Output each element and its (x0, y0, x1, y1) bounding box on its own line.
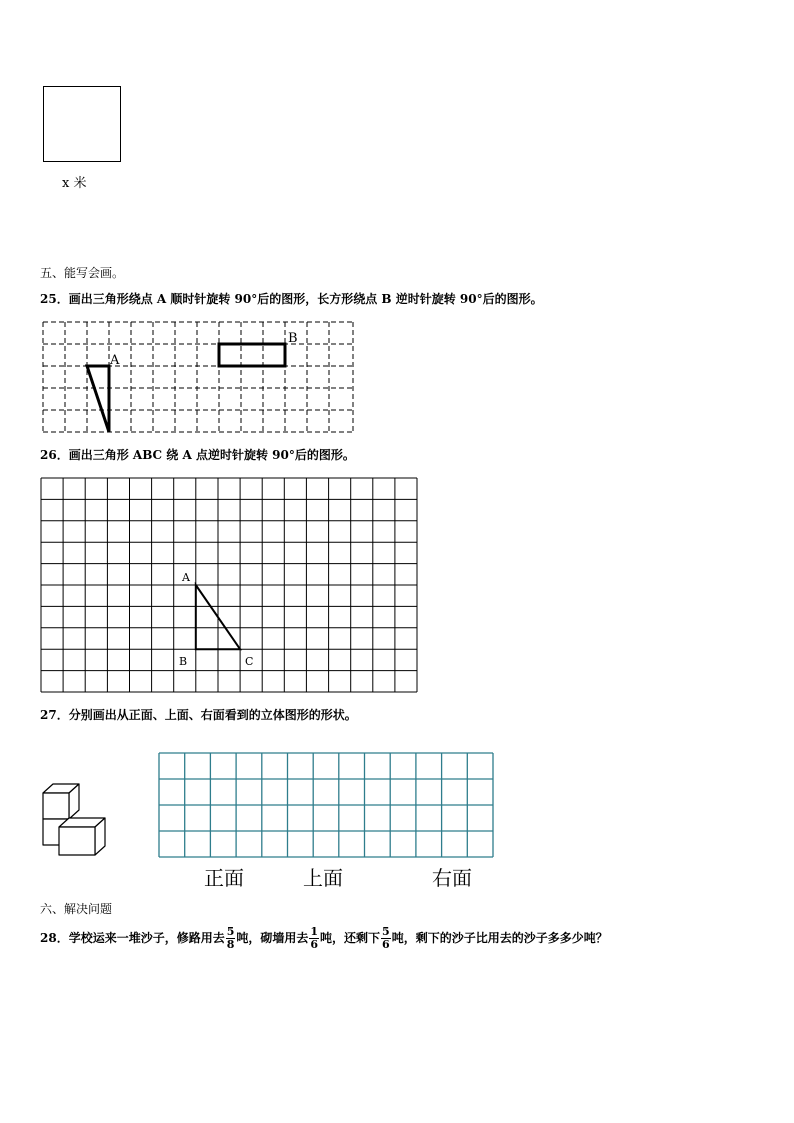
q26-label-c: C (245, 655, 254, 668)
fraction-5-8 (226, 926, 236, 951)
q28-part-2: 吨，砌墙用去 (236, 931, 309, 945)
q26-text: 26．画出三角形 ABC 绕 A 点逆时针旋转 90°后的图形。 (40, 448, 355, 462)
fraction-numerator: 5 (226, 925, 235, 938)
fraction-denominator: 6 (310, 938, 319, 951)
fraction-1-6 (309, 926, 319, 951)
q28-part-3: 吨，还剩下 (320, 931, 381, 945)
fraction-5-6 (381, 926, 391, 951)
view-label-top: 上面 (303, 866, 343, 890)
square-figure (43, 86, 121, 162)
cube-stack-figure (40, 780, 112, 860)
q28-part-4: 吨，剩下的沙子比用去的沙子多多少吨？ (391, 931, 608, 945)
q27-text: 27．分别画出从正面、上面、右面看到的立体图形的形状。 (40, 708, 357, 722)
q25-triangle (87, 366, 109, 432)
q28-text (40, 922, 608, 954)
q25-label-b: B (288, 331, 298, 346)
q25-text: 25．画出三角形绕点 A 顺时针旋转 90°后的图形，长方形绕点 B 逆时针旋转 90°后的图形。 (40, 292, 543, 306)
square-side-label: x 米 (62, 176, 87, 191)
q25-dashed-grid (40, 318, 360, 438)
fraction-denominator: 6 (382, 938, 390, 951)
q26-label-a: A (182, 571, 190, 584)
q28-part-1: 28．学校运来一堆沙子，修路用去 (40, 931, 225, 945)
section6-title: 六、解决问题 (40, 902, 113, 916)
q26-grid (40, 477, 420, 695)
q25-rectangle (219, 344, 285, 366)
q26-label-b: B (179, 655, 188, 668)
fraction-numerator: 1 (310, 925, 319, 938)
fraction-denominator: 8 (226, 938, 235, 951)
fraction-numerator: 5 (382, 925, 390, 938)
section5-title: 五、能写会画。 (40, 266, 125, 280)
q27-view-grid (157, 751, 497, 861)
view-label-front: 正面 (204, 866, 244, 890)
view-label-right: 右面 (432, 866, 472, 890)
q25-label-a: A (110, 353, 120, 368)
